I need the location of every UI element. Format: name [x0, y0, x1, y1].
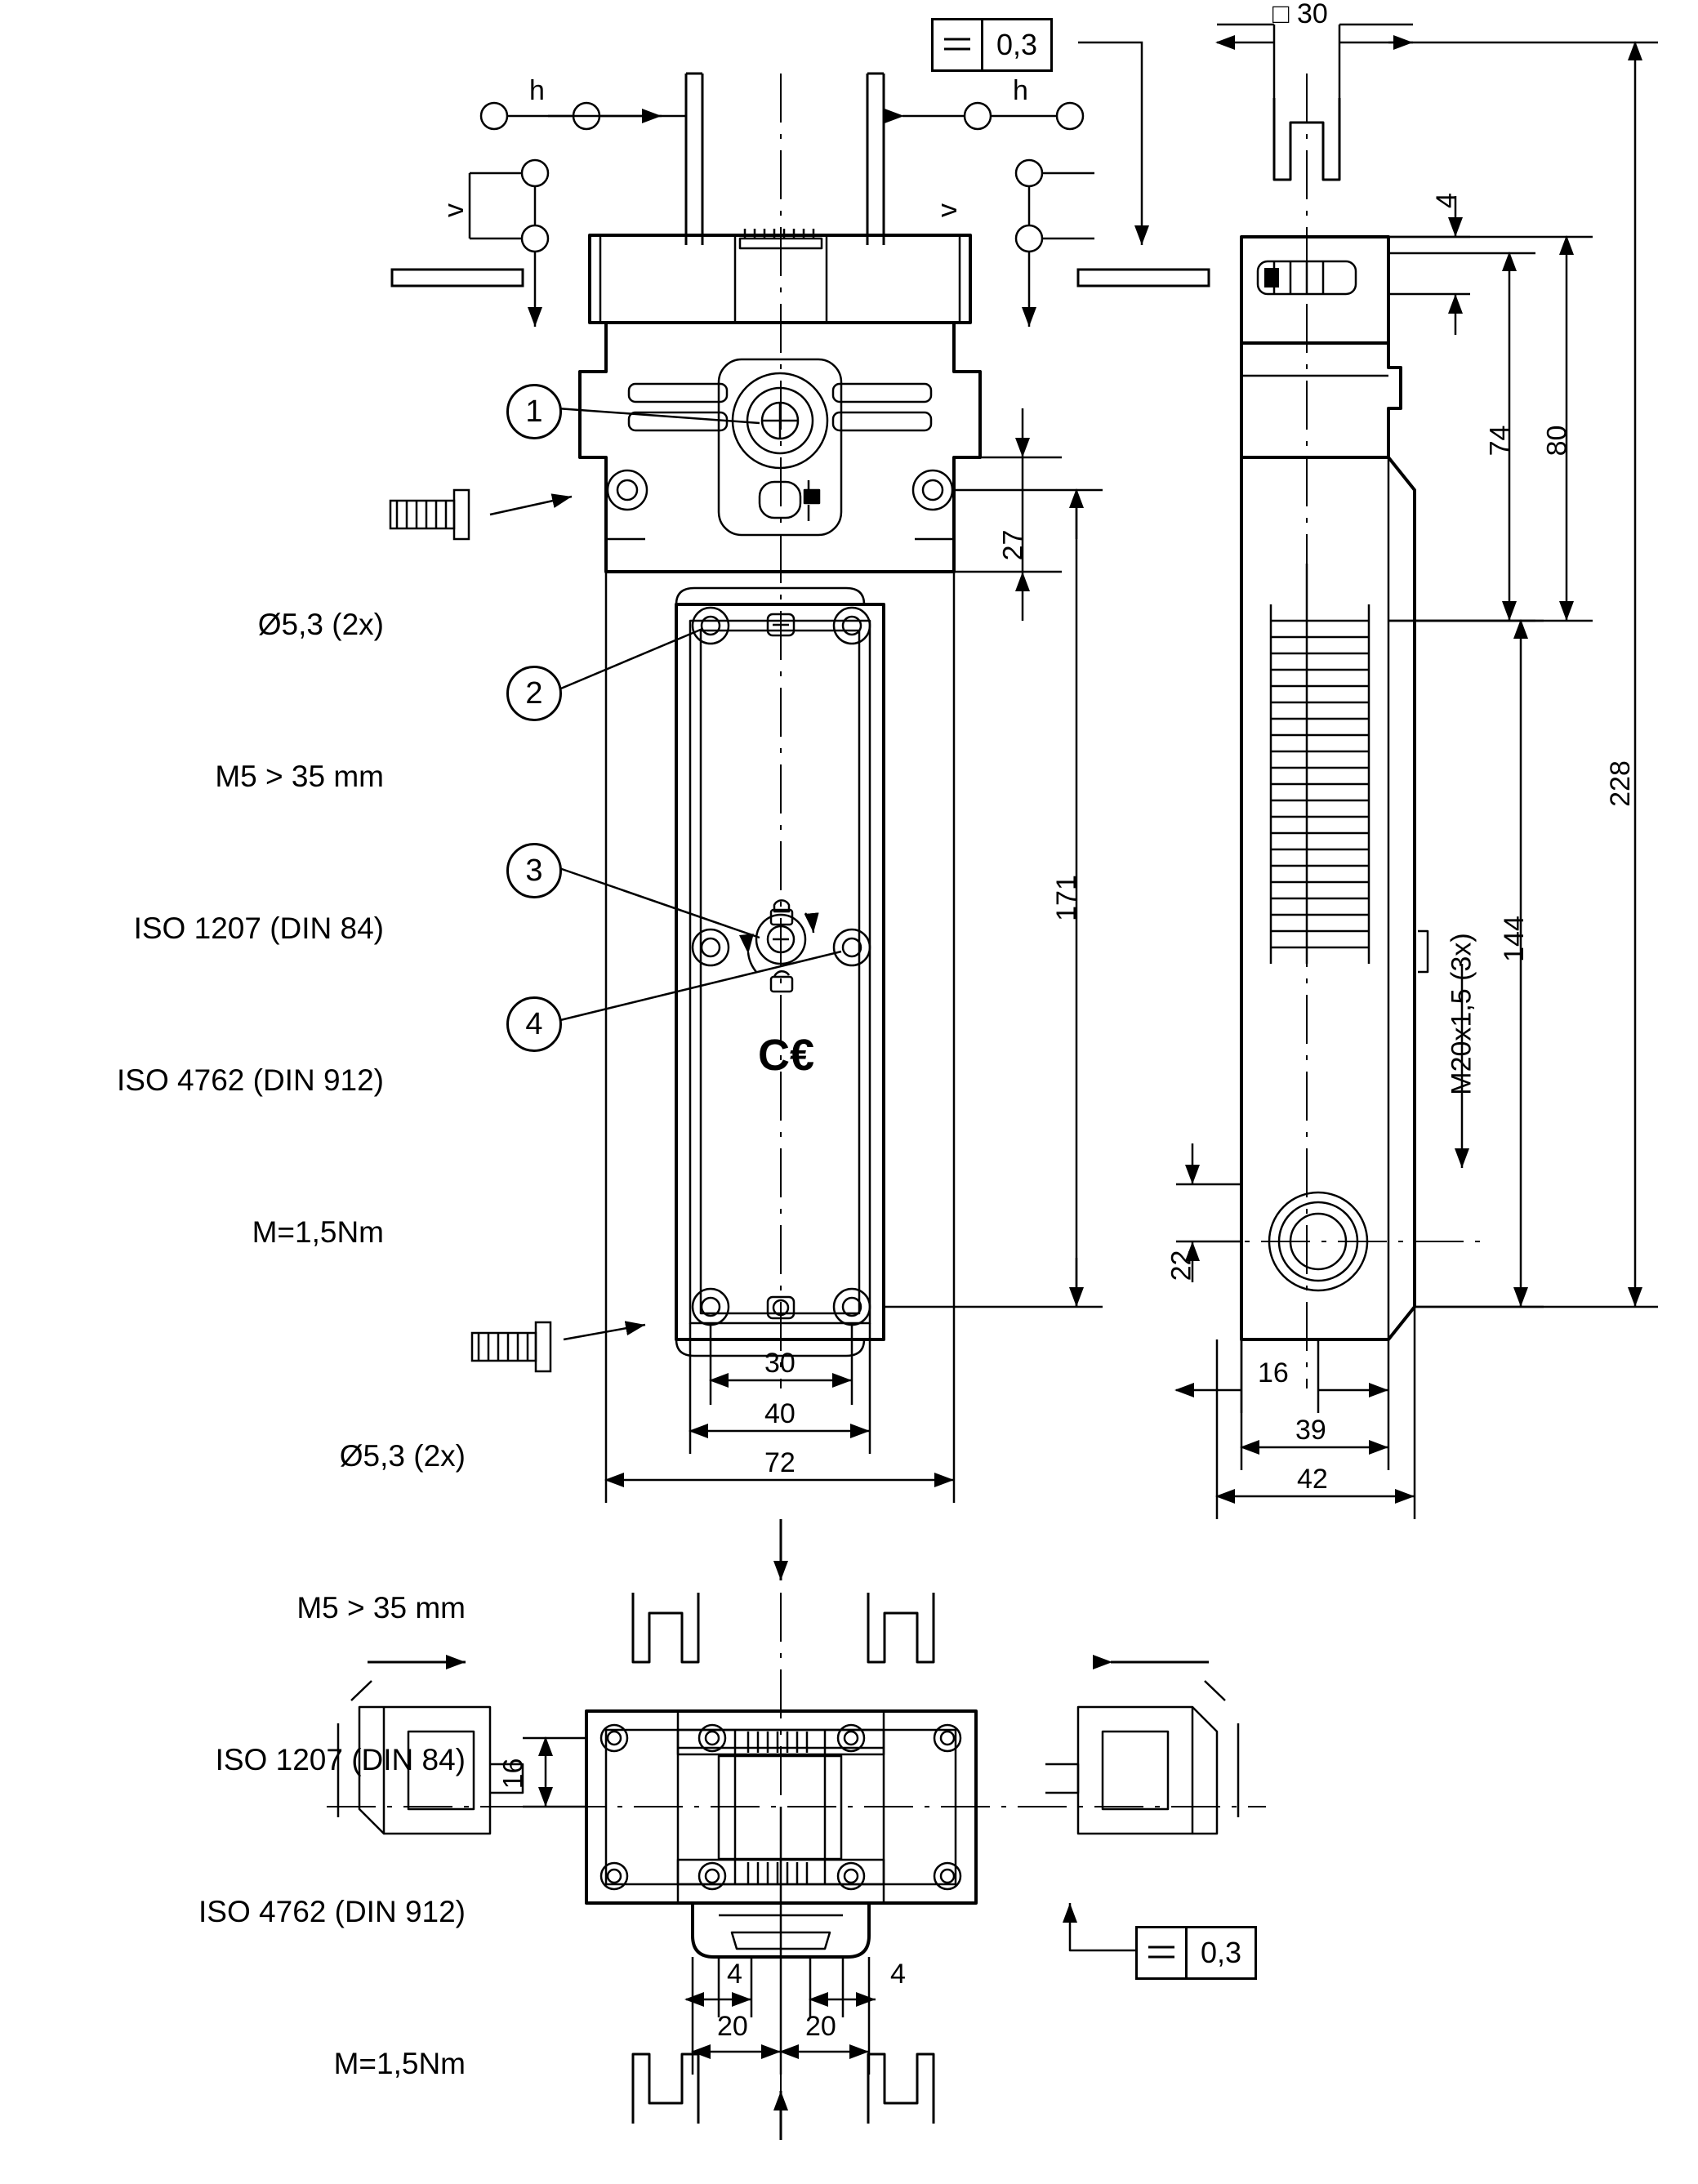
note-line: ISO 4762 (DIN 912) [198, 1895, 466, 1928]
note-line: M5 > 35 mm [296, 1591, 466, 1625]
screw-symbol-top [390, 490, 572, 539]
bottom-view [327, 1519, 1266, 2140]
svg-text:C€: C€ [758, 1031, 815, 1080]
dim-4: 4 [1430, 193, 1462, 208]
dim-square-30: □ 30 [1272, 0, 1328, 29]
axis-label-v-left: v [439, 203, 470, 217]
dim-144: 144 [1498, 916, 1530, 962]
dim-16-side: 16 [1258, 1357, 1289, 1388]
note-line: Ø5,3 (2x) [257, 608, 384, 641]
balloon-3: 3 [506, 843, 562, 898]
balloon-1: 1 [506, 384, 562, 439]
note-line: M=1,5Nm [252, 1215, 384, 1249]
dim-16-bottom: 16 [497, 1758, 529, 1790]
axis-label-h-right: h [1013, 75, 1028, 106]
axis-label-v-right: v [932, 203, 963, 217]
balloon-4: 4 [506, 996, 562, 1052]
dim-4-left: 4 [727, 1959, 742, 1990]
dim-171: 171 [1050, 875, 1082, 921]
dim-20-right: 20 [805, 2011, 836, 2042]
mounting-note-bottom [90, 1330, 466, 2140]
dim-74: 74 [1484, 425, 1516, 457]
note-line: M5 > 35 mm [215, 760, 384, 793]
fcf-leader-top [1078, 42, 1142, 245]
dim-42: 42 [1297, 1464, 1328, 1495]
dim-20-left: 20 [717, 2011, 748, 2042]
note-line: ISO 1207 (DIN 84) [215, 1743, 466, 1776]
dim-228: 228 [1604, 760, 1636, 807]
flatness-callout-bottom [1135, 1926, 1257, 1980]
note-line: ISO 4762 (DIN 912) [117, 1063, 384, 1097]
dim-72: 72 [764, 1447, 796, 1478]
balloon-2: 2 [506, 666, 562, 721]
note-line: ISO 1207 (DIN 84) [133, 911, 384, 945]
dim-39: 39 [1295, 1415, 1326, 1446]
dim-4-right: 4 [890, 1959, 906, 1990]
flatness-symbol-icon [934, 20, 983, 69]
note-line: M=1,5Nm [333, 2047, 466, 2080]
axis-label-h-left: h [529, 75, 545, 106]
actuator-guides [392, 74, 1209, 286]
mounting-note-top [8, 498, 384, 1308]
flatness-value: 0,3 [1201, 1936, 1242, 1969]
balloon-leaders [557, 408, 841, 1021]
note-line: Ø5,3 (2x) [339, 1439, 466, 1473]
thread-note-m20: M20x1,5 (3x) [1446, 933, 1477, 1095]
dim-40: 40 [764, 1398, 796, 1429]
screw-symbol-bottom [472, 1322, 645, 1371]
flatness-value: 0,3 [996, 28, 1038, 61]
dim-80: 80 [1541, 425, 1573, 457]
actuator-direction-left [470, 103, 686, 327]
side-view [1241, 98, 1428, 1339]
flatness-symbol-icon [1138, 1928, 1188, 1977]
dim-27: 27 [997, 529, 1029, 561]
flatness-callout-top [931, 18, 1053, 72]
dim-22: 22 [1165, 1250, 1197, 1281]
dim-30: 30 [764, 1348, 796, 1379]
side-view-dimensions [1176, 25, 1658, 1519]
